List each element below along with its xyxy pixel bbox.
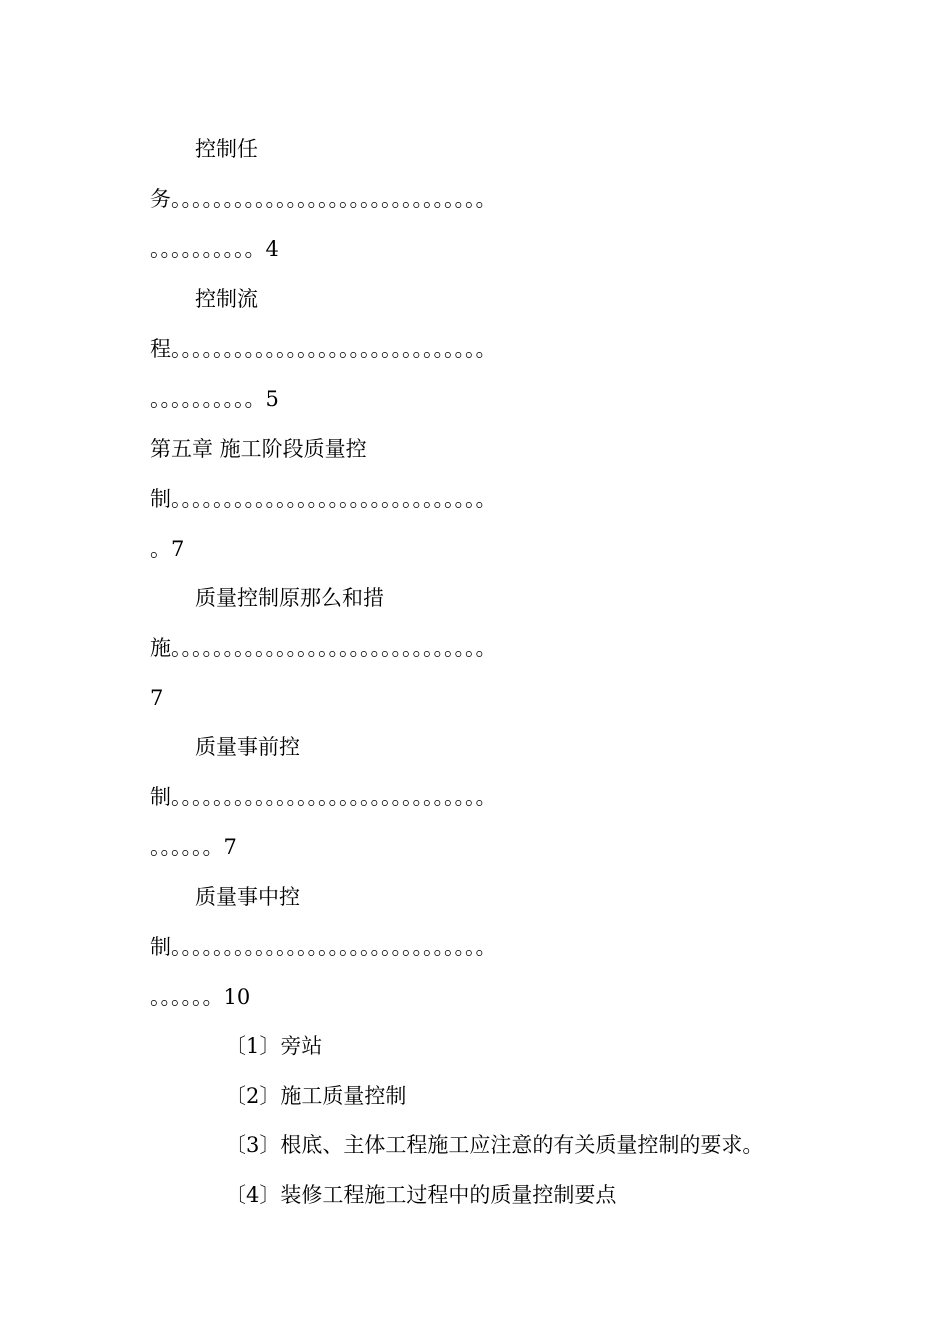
toc-entry-leader: 制。。。。。。。。。。。。。。。。。。。。。。。。。。。。。。 bbox=[150, 935, 497, 959]
toc-entry-leader: 程。。。。。。。。。。。。。。。。。。。。。。。。。。。。。。 bbox=[150, 337, 497, 361]
toc-entry-title: 控制任 bbox=[195, 137, 258, 161]
toc-entry-page: 。。。。。。7 bbox=[150, 835, 237, 859]
toc-entry-leader: 制。。。。。。。。。。。。。。。。。。。。。。。。。。。。。。 bbox=[150, 487, 497, 511]
toc-entry-leader: 制。。。。。。。。。。。。。。。。。。。。。。。。。。。。。。 bbox=[150, 785, 497, 809]
toc-entry-title: 质量事中控 bbox=[195, 885, 300, 909]
toc-entry-page: 。7 bbox=[150, 537, 185, 561]
toc-entry-page: 。。。。。。10 bbox=[150, 985, 251, 1009]
toc-sub-item: 〔2〕施工质量控制 bbox=[225, 1084, 407, 1108]
toc-entry-title: 质量事前控 bbox=[195, 735, 300, 759]
toc-entry-title: 质量控制原那么和措 bbox=[195, 586, 384, 610]
toc-entry-page: 。。。。。。。。。。4 bbox=[150, 237, 279, 261]
toc-entry-title: 控制流 bbox=[195, 287, 258, 311]
toc-entry-page: 7 bbox=[150, 686, 164, 710]
toc-entry-page: 。。。。。。。。。。5 bbox=[150, 387, 279, 411]
toc-sub-item: 〔4〕装修工程施工过程中的质量控制要点 bbox=[225, 1183, 617, 1207]
toc-chapter-title: 第五章 施工阶段质量控 bbox=[150, 437, 367, 461]
toc-entry-leader: 施。。。。。。。。。。。。。。。。。。。。。。。。。。。。。。 bbox=[150, 636, 497, 660]
toc-sub-item: 〔1〕旁站 bbox=[225, 1034, 323, 1058]
toc-sub-item: 〔3〕根底、主体工程施工应注意的有关质量控制的要求。 bbox=[225, 1133, 764, 1157]
toc-entry-leader: 务。。。。。。。。。。。。。。。。。。。。。。。。。。。。。。 bbox=[150, 187, 497, 211]
